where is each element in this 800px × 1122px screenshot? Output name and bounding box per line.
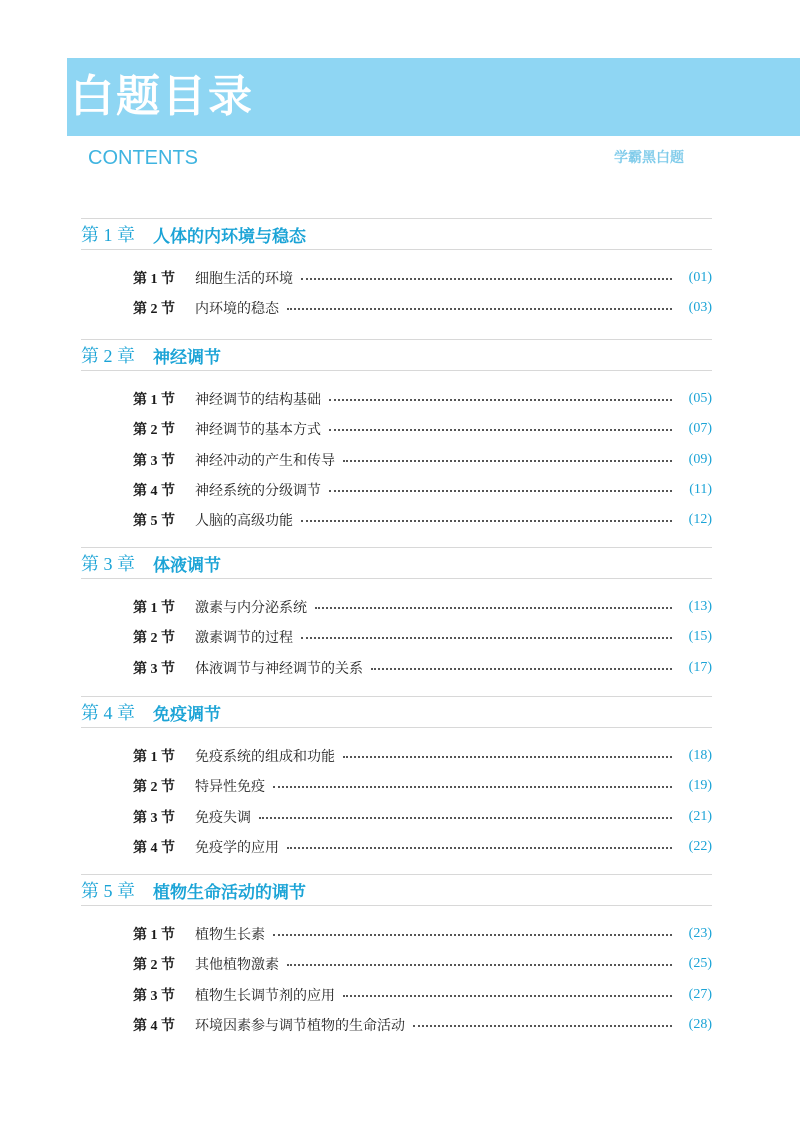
dot-leader: [329, 399, 672, 401]
toc-entry[interactable]: [81, 802, 712, 832]
chapter-header[interactable]: [81, 696, 712, 728]
toc-entry[interactable]: [81, 263, 712, 293]
page-number: (03): [688, 300, 712, 316]
section-number: 第 3 节: [133, 810, 175, 826]
page-number: (07): [688, 421, 712, 437]
section-title: 人脑的高级功能: [195, 513, 293, 530]
chapter-1: [81, 218, 712, 339]
section-number: 第 3 节: [133, 453, 175, 469]
section-number: 第 1 节: [133, 393, 175, 409]
section-number: 第 1 节: [133, 601, 175, 617]
chapter-header[interactable]: [81, 339, 712, 371]
chapter-3: [81, 547, 712, 696]
chapter-header[interactable]: [81, 218, 712, 250]
chapter-number: 第 3 章: [81, 554, 135, 574]
dot-leader: [301, 278, 672, 280]
section-title: 神经调节的基本方式: [195, 422, 321, 439]
page-title: 白题目录: [70, 71, 254, 122]
section-number: 第 5 节: [133, 514, 175, 530]
toc-entry[interactable]: [81, 741, 712, 771]
brand-logo: 学霸黑白题: [614, 150, 684, 166]
toc-entry[interactable]: [81, 949, 712, 979]
section-title: 其他植物激素: [195, 957, 279, 974]
toc-entry[interactable]: [81, 653, 712, 683]
toc-entry[interactable]: [81, 414, 712, 444]
section-number: 第 1 节: [133, 928, 175, 944]
dot-leader: [287, 847, 672, 849]
chapter-2: [81, 339, 712, 547]
dot-leader: [371, 668, 672, 670]
chapter-5: [81, 874, 712, 1040]
section-title: 体液调节与神经调节的关系: [195, 660, 363, 677]
page-number: (27): [688, 986, 712, 1002]
page-number: (25): [688, 956, 712, 972]
chapter-title: 神经调节: [153, 347, 221, 368]
section-title: 免疫学的应用: [195, 840, 279, 857]
contents-subtitle: CONTENTS: [88, 147, 198, 169]
section-number: 第 4 节: [133, 1019, 175, 1035]
table-of-contents: [81, 218, 712, 1040]
dot-leader: [329, 429, 672, 431]
toc-entry[interactable]: [81, 919, 712, 949]
toc-entry[interactable]: [81, 384, 712, 414]
section-number: 第 4 节: [133, 841, 175, 857]
page-number: (18): [688, 748, 712, 764]
section-number: 第 3 节: [133, 661, 175, 677]
chapter-4: [81, 696, 712, 874]
toc-entry[interactable]: [81, 771, 712, 801]
section-title: 神经冲动的产生和传导: [195, 452, 335, 469]
section-number: 第 3 节: [133, 988, 175, 1004]
chapter-number: 第 5 章: [81, 881, 135, 901]
section-title: 特异性免疫: [195, 779, 265, 796]
dot-leader: [301, 637, 672, 639]
page-number: (05): [688, 391, 712, 407]
section-number: 第 2 节: [133, 631, 175, 647]
dot-leader: [329, 490, 672, 492]
section-number: 第 1 节: [133, 272, 175, 288]
section-number: 第 2 节: [133, 423, 175, 439]
toc-entry[interactable]: [81, 505, 712, 535]
toc-entry[interactable]: [81, 980, 712, 1010]
toc-entry[interactable]: [81, 293, 712, 323]
toc-entry[interactable]: [81, 445, 712, 475]
section-title: 激素与内分泌系统: [195, 600, 307, 617]
dot-leader: [343, 460, 672, 462]
section-title: 神经系统的分级调节: [195, 483, 321, 500]
dot-leader: [343, 995, 672, 997]
chapter-title: 人体的内环境与稳态: [153, 226, 306, 247]
section-title: 环境因素参与调节植物的生命活动: [195, 1018, 405, 1035]
toc-entry[interactable]: [81, 622, 712, 652]
dot-leader: [273, 934, 672, 936]
dot-leader: [273, 786, 672, 788]
chapter-title: 体液调节: [153, 555, 221, 576]
page-number: (01): [688, 270, 712, 286]
section-number: 第 2 节: [133, 958, 175, 974]
dot-leader: [287, 308, 672, 310]
section-title: 免疫系统的组成和功能: [195, 749, 335, 766]
chapter-title: 免疫调节: [153, 704, 221, 725]
page-number: (22): [688, 839, 712, 855]
page-number: (15): [688, 629, 712, 645]
chapter-number: 第 4 章: [81, 703, 135, 723]
page-number: (21): [688, 808, 712, 824]
chapter-title: 植物生命活动的调节: [153, 882, 306, 903]
page-number: (12): [688, 512, 712, 528]
chapter-number: 第 2 章: [81, 346, 135, 366]
page-number: (13): [688, 599, 712, 615]
chapter-header[interactable]: [81, 874, 712, 906]
section-number: 第 1 节: [133, 750, 175, 766]
toc-entry[interactable]: [81, 592, 712, 622]
chapter-number: 第 1 章: [81, 225, 135, 245]
dot-leader: [301, 520, 672, 522]
section-number: 第 2 节: [133, 780, 175, 796]
page-number: (11): [689, 482, 712, 498]
page-number: (23): [688, 926, 712, 942]
section-number: 第 4 节: [133, 484, 175, 500]
section-title: 免疫失调: [195, 809, 251, 826]
dot-leader: [343, 756, 672, 758]
dot-leader: [259, 817, 672, 819]
toc-entry[interactable]: [81, 832, 712, 862]
dot-leader: [315, 607, 672, 609]
toc-entry[interactable]: [81, 1010, 712, 1040]
section-number: 第 2 节: [133, 302, 175, 318]
section-title: 神经调节的结构基础: [195, 392, 321, 409]
dot-leader: [287, 964, 672, 966]
page-number: (09): [688, 451, 712, 467]
page-number: (28): [688, 1017, 712, 1033]
page-number: (19): [688, 778, 712, 794]
toc-entry[interactable]: [81, 475, 712, 505]
section-title: 植物生长素: [195, 927, 265, 944]
section-title: 激素调节的过程: [195, 630, 293, 647]
page-number: (17): [688, 659, 712, 675]
section-title: 内环境的稳态: [195, 301, 279, 318]
section-title: 植物生长调节剂的应用: [195, 987, 335, 1004]
chapter-header[interactable]: [81, 547, 712, 579]
dot-leader: [413, 1025, 672, 1027]
section-title: 细胞生活的环境: [195, 271, 293, 288]
